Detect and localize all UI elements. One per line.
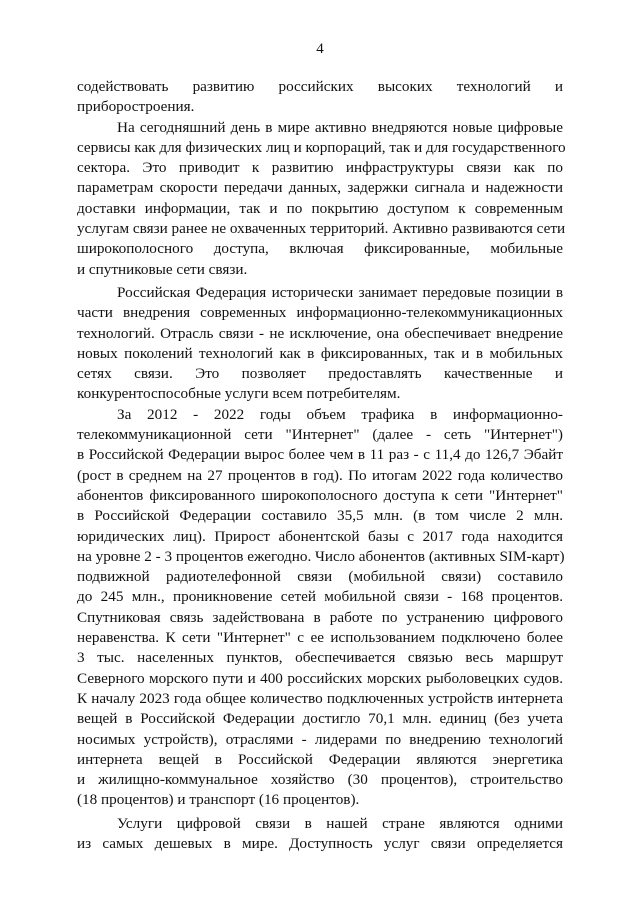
text-line: из самых дешевых в мире. Доступность услуг связи определяется bbox=[77, 834, 563, 852]
text-line: конкурентоспособные услуги всем потребителям. bbox=[77, 385, 401, 403]
text-line: новых поколений технологий как в фиксированных, так и в мобильных bbox=[77, 344, 563, 362]
text-line: телекоммуникационной сети "Интернет" (далее - сеть "Интернет") bbox=[77, 426, 563, 444]
text-line: 3 тыс. населенных пунктов, обеспечивается связью весь маршрут bbox=[77, 649, 563, 667]
document-body bbox=[77, 77, 566, 854]
text-line: содействовать развитию российских высоких технологий и bbox=[77, 78, 563, 95]
text-line: Северного морского пути и 400 российских морских рыболовецких судов. bbox=[77, 669, 563, 687]
text-line: абонентов фиксированного широкополосного доступа к сети "Интернет" bbox=[77, 486, 563, 504]
text-line: За 2012 - 2022 годы объем трафика в информационно- bbox=[117, 405, 563, 423]
text-line: сектора. Это приводит к развитию инфраструктуры связи как по bbox=[77, 159, 563, 177]
text-line: интернета вещей в Российской Федерации являются энергетика bbox=[77, 750, 563, 768]
text-line: сетях связи. Это позволяет предоставлять качественные и bbox=[77, 365, 563, 383]
text-line: приборостроения. bbox=[77, 98, 195, 116]
text-line: Услуги цифровой связи в нашей стране являются одними bbox=[117, 814, 563, 832]
text-line: параметрам скорости передачи данных, задержки сигнала и надежности bbox=[77, 179, 563, 197]
text-line: неравенства. К сети "Интернет" с ее использованием подключено более bbox=[77, 629, 563, 647]
text-line: в Российской Федерации вырос более чем в 11 раз - с 11,4 до 126,7 Эбайт bbox=[77, 446, 563, 464]
paragraph-5 bbox=[77, 814, 563, 855]
text-line: подвижной радиотелефонной связи (мобильной связи) составило bbox=[77, 568, 563, 586]
text-line: (18 процентов) и транспорт (16 процентов). bbox=[77, 791, 360, 809]
text-line: до 245 млн., проникновение сетей мобильной связи - 168 процентов. bbox=[77, 588, 563, 606]
text-line: и спутниковые сети связи. bbox=[77, 260, 248, 278]
text-line: Российская Федерация исторически занимает передовые позиции в bbox=[117, 283, 563, 301]
text-line: услугам связи ранее не охваченных территорий. Активно развиваются сети bbox=[77, 220, 566, 238]
text-line: и жилищно-коммунальное хозяйство (30 процентов), строительство bbox=[77, 771, 563, 789]
text-line: вещей в Российской Федерации достигло 70,1 млн. единиц (без учета bbox=[77, 710, 563, 728]
text-line: широкополосного доступа, включая фиксированные, мобильные bbox=[77, 240, 563, 258]
paragraph-1 bbox=[77, 77, 563, 118]
text-line: доставки информации, так и по покрытию доступом к современным bbox=[77, 199, 563, 217]
text-line: сервисы как для физических лиц и корпораций, так и для государственного bbox=[77, 138, 566, 156]
text-line: технологий. Отрасль связи - не исключение, она обеспечивает внедрение bbox=[77, 324, 563, 342]
paragraph-2 bbox=[77, 118, 566, 280]
text-line: Спутниковая связь задействована в работе по устранению цифрового bbox=[77, 608, 563, 626]
page-number: 4 bbox=[316, 41, 324, 57]
text-line: части внедрения современных информационно-телекоммуникационных bbox=[77, 304, 563, 322]
text-line: (рост в среднем на 27 процентов в год). По итогам 2022 года количество bbox=[77, 466, 563, 484]
paragraph-3 bbox=[77, 283, 563, 405]
text-line: носимых устройств), отраслями - лидерами по внедрению технологий bbox=[77, 730, 563, 748]
text-line: юридических лиц). Прирост абонентской базы с 2017 года находится bbox=[77, 527, 563, 545]
text-line: На сегодняшний день в мире активно внедряются новые цифровые bbox=[117, 118, 563, 136]
text-line: на уровне 2 - 3 процентов ежегодно. Число абонентов (активных SIM-карт) bbox=[77, 547, 565, 565]
text-line: К началу 2023 года общее количество подключенных устройств интернета bbox=[77, 689, 563, 707]
paragraph-4 bbox=[77, 405, 563, 811]
text-line: в Российской Федерации составило 35,5 млн. (в том числе 2 млн. bbox=[77, 507, 563, 525]
